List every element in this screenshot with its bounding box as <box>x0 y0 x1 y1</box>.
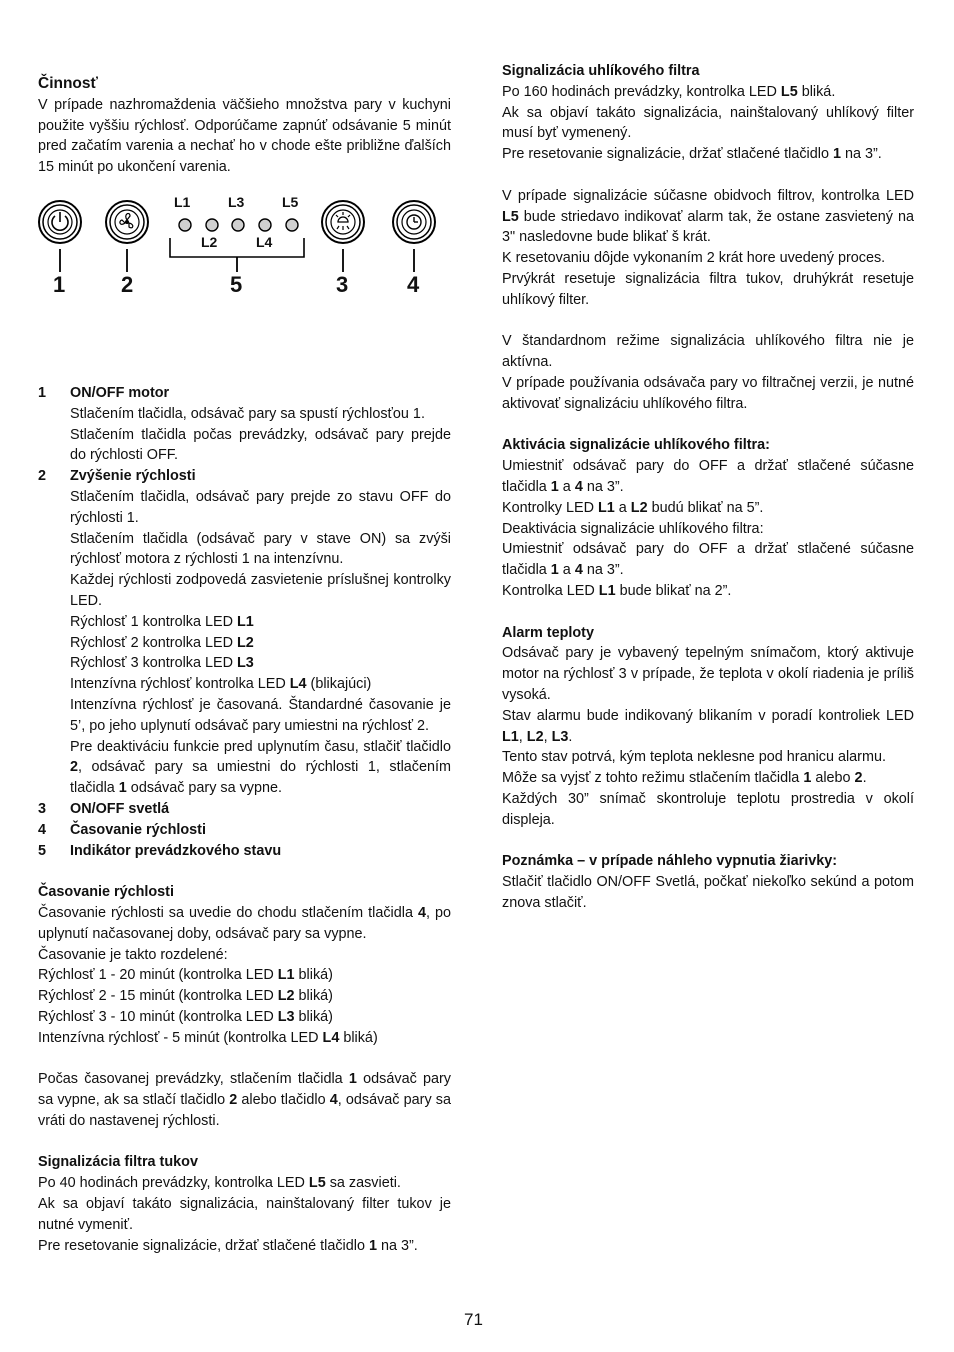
both-filters-text: K resetovaniu dôjde vykonaním 2 krát hore uvedený proces. <box>502 250 886 267</box>
alarm-text: Každých 30” snímač skontroluje teplotu prostredia v okolí displeja. <box>502 790 914 828</box>
speed-line: Rýchlosť 1 kontrolka LED L1 <box>70 613 254 630</box>
grease-filter-heading: Signalizácia filtra tukov <box>38 1154 198 1171</box>
both-filters-text: Prvýkrát resetuje signalizácia filtra tukov, druhýkrát resetuje uhlíkový filter. <box>502 270 914 308</box>
item-text: Stlačením tlačidla počas prevádzky, odsávač pary prejde do rýchlosti OFF. <box>70 426 451 464</box>
right-column <box>502 61 914 914</box>
note-text: Stlačiť tlačidlo ON/OFF Svetlá, počkať niekoľko sekúnd a potom znova stlačiť. <box>502 874 914 911</box>
fan-icon <box>106 201 148 243</box>
item-text: Stlačením tlačidla, odsávač pary sa spustí rýchlosťou 1. <box>70 405 425 422</box>
activation-text: Umiestniť odsávač pary do OFF a držať stlačené súčasne tlačidla 1 a 4 na 3”. <box>502 458 914 495</box>
button-number-4: 4 <box>407 271 420 297</box>
timer-row: Rýchlosť 3 - 10 minút (kontrolka LED L3 bliká) <box>38 1008 333 1025</box>
activation-text: Deaktivácia signalizácie uhlíkového filtra: <box>502 520 764 537</box>
temperature-alarm-heading: Alarm teploty <box>502 624 594 641</box>
button-number-2: 2 <box>121 271 134 297</box>
timer-text: Časovanie rýchlosti sa uvedie do chodu stlačením tlačidla 4, po uplynutí načasovanej doby, odsávač pary sa vypne. <box>38 904 451 942</box>
item-number: 2 <box>38 468 47 485</box>
speed-line: Rýchlosť 2 kontrolka LED L2 <box>70 634 254 651</box>
led-label-l3: L3 <box>228 193 245 210</box>
grease-text: Ak sa objaví takáto signalizácia, nainštalovaný filter tukov je nutné vymeniť. <box>38 1196 451 1233</box>
power-icon <box>39 201 81 243</box>
item-title: Zvýšenie rýchlosti <box>70 468 196 485</box>
item-text: Pre deaktiváciu funkcie pred uplynutím času, stlačiť tlačidlo 2, odsávač pary sa umiestni do rýchlosti 1, stlačením tlačidla 1 odsávač pary sa vypne. <box>70 738 451 797</box>
grease-text: Po 40 hodinách prevádzky, kontrolka LED L5 sa zasvieti. <box>38 1175 401 1192</box>
section-title: Činnosť <box>38 75 98 92</box>
light-icon <box>322 201 364 243</box>
item-title: Indikátor prevádzkového stavu <box>70 842 282 859</box>
page-number: 71 <box>464 1310 483 1329</box>
list-item <box>38 466 451 799</box>
item-title: ON/OFF svetlá <box>70 800 170 817</box>
clock-icon <box>393 201 435 243</box>
activation-heading: Aktivácia signalizácie uhlíkového filtra: <box>502 437 770 454</box>
speed-line: Intenzívna rýchlosť kontrolka LED L4 (blikajúci) <box>70 676 372 693</box>
alarm-text: Odsávač pary je vybavený tepelným snímačom, ktorý aktivuje motor na rýchlosť 3 v prípade, že teplota v okolí riadenia je príliš vysoká. <box>502 645 914 703</box>
alarm-text: Tento stav potrvá, kým teplota neklesne pod hranicu alarmu. <box>502 749 886 766</box>
carbon-text: Pre resetovanie signalizácie, držať stlačené tlačidlo 1 na 3”. <box>502 146 882 163</box>
timer-text: Časovanie je takto rozdelené: <box>38 946 228 963</box>
button-number-1: 1 <box>53 271 66 297</box>
control-panel-drawing <box>38 200 451 345</box>
carbon-filter-heading: Signalizácia uhlíkového filtra <box>502 63 700 79</box>
item-text: Stlačením tlačidla (odsávač pary v stave ON) sa zvýši rýchlosť motora z rýchlosti 1 na intenzívnu. <box>70 530 451 568</box>
button-number-5: 5 <box>230 271 243 297</box>
standard-mode-text: V štandardnom režime signalizácia uhlíkového filtra nie je aktívna. <box>502 333 914 371</box>
both-filters-text: V prípade signalizácie súčasne obidvoch filtrov, kontrolka LED L5 bude striedavo indikovať alarm tak, že ostane zasvietený na 3" nasledovne bude blikať š krát. <box>502 187 914 246</box>
item-text: Intenzívna rýchlosť je časovaná. Štandardné časovanie je 5’, po jeho uplynutí odsávač pary umiestni na rýchlosť 2. <box>70 696 451 734</box>
item-title: Časovanie rýchlosti <box>70 821 206 838</box>
item-text: Každej rýchlosti zodpovedá zasvietenie príslušnej kontrolky LED. <box>70 572 451 609</box>
led-label-l2: L2 <box>201 233 218 250</box>
intro-paragraph: V prípade nazhromaždenia väčšieho množstva pary v kuchyni použite vyššiu rýchlosť. Odporúčame zapnúť odsávanie 5 minút pred začatím varenia a nechať ho v chode ešte približne ďalších 15 minút po ukončení varenia. <box>38 96 451 176</box>
timer-row: Intenzívna rýchlosť - 5 minút (kontrolka LED L4 bliká) <box>38 1029 378 1046</box>
list-item: 5 Indikátor prevádzkového stavu <box>38 841 451 862</box>
led-label-l4: L4 <box>256 233 273 250</box>
list-item: 4 Časovanie rýchlosti <box>38 820 451 841</box>
alarm-text: Môže sa vyjsť z tohto režimu stlačením tlačidla 1 alebo 2. <box>502 770 867 787</box>
timer-text: Počas časovanej prevádzky, stlačením tlačidla 1 odsávač pary sa vypne, ak sa stlačí tlačidlo 2 alebo tlačidlo 4, odsávač pary sa vráti do nastavenej rýchlosti. <box>38 1071 451 1129</box>
activation-text: Umiestniť odsávač pary do OFF a držať stlačené súčasne tlačidla 1 a 4 na 3”. <box>502 541 914 579</box>
grease-text: Pre resetovanie signalizácie, držať stlačené tlačidlo 1 na 3”. <box>38 1237 418 1254</box>
alarm-text: Stav alarmu bude indikovaný blikaním v poradí kontroliek LED L1, L2, L3. <box>502 707 914 745</box>
speed-line: Rýchlosť 3 kontrolka LED L3 <box>70 655 254 672</box>
control-panel-diagram <box>38 193 451 345</box>
left-column <box>38 74 451 1256</box>
activation-text: Kontrolka LED L1 bude blikať na 2”. <box>502 582 732 599</box>
timer-row: Rýchlosť 1 - 20 minút (kontrolka LED L1 bliká) <box>38 967 333 984</box>
led-label-l5: L5 <box>282 193 299 210</box>
item-text: Stlačením tlačidla, odsávač pary prejde zo stavu OFF do rýchlosti 1. <box>70 488 451 526</box>
timer-heading: Časovanie rýchlosti <box>38 884 174 901</box>
carbon-text: Po 160 hodinách prevádzky, kontrolka LED L5 bliká. <box>502 83 836 100</box>
activation-text: Kontrolky LED L1 a L2 budú blikať na 5”. <box>502 499 764 516</box>
led-indicators <box>179 219 298 231</box>
note-heading: Poznámka – v prípade náhleho vypnutia žiarivky: <box>502 853 838 870</box>
button-number-3: 3 <box>336 271 349 297</box>
standard-mode-text: V prípade používania odsávača pary vo filtračnej verzii, je nutné aktivovať signalizáciu uhlíkového filtra. <box>502 374 914 412</box>
list-item <box>38 383 451 466</box>
carbon-text: Ak sa objaví takáto signalizácia, nainštalovaný uhlíkový filter musí byť vymenený. <box>502 104 914 142</box>
item-number: 1 <box>38 384 47 401</box>
list-item: 3 ON/OFF svetlá <box>38 799 451 820</box>
timer-row: Rýchlosť 2 - 15 minút (kontrolka LED L2 bliká) <box>38 988 333 1005</box>
item-title: ON/OFF motor <box>70 384 170 401</box>
led-label-l1: L1 <box>174 193 191 210</box>
